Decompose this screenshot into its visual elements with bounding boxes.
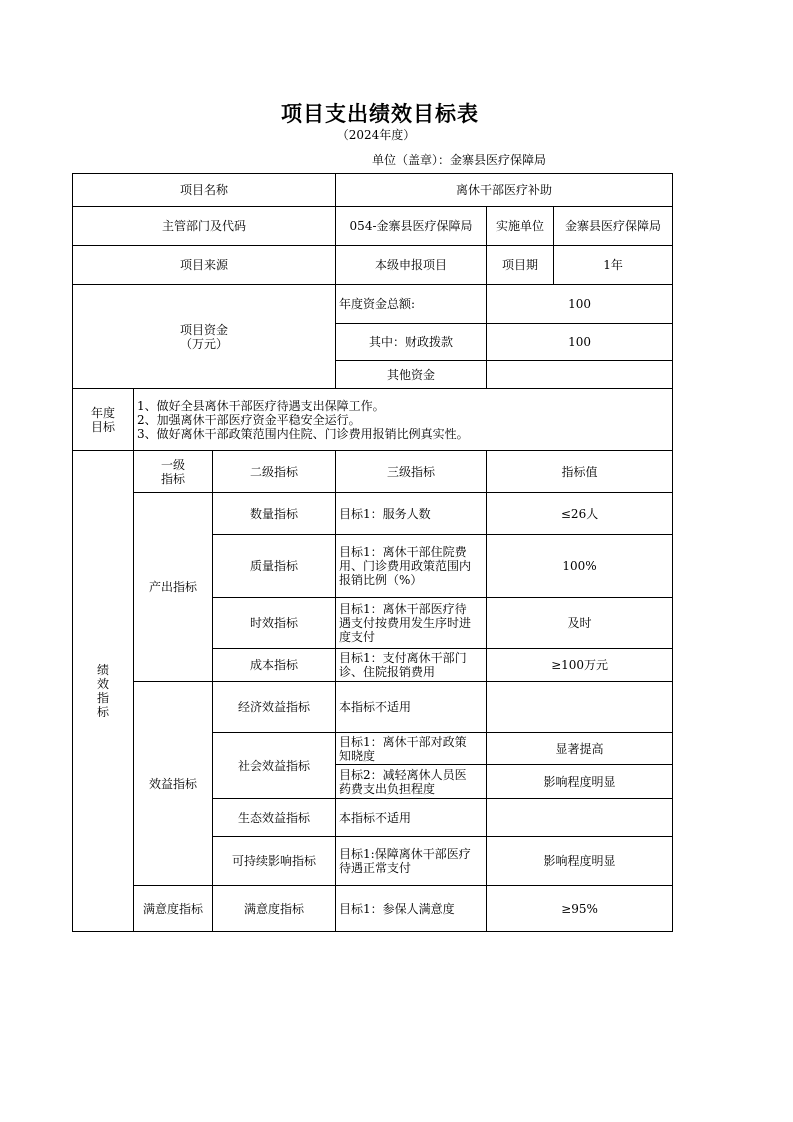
target-line: 度支付 (339, 630, 376, 644)
ecological-target: 本指标不适用 (336, 799, 487, 837)
side-char: 绩 (96, 663, 109, 677)
satisfaction-indicator-label: 满意度指标 (134, 886, 213, 932)
cost-value: ≥100万元 (487, 649, 673, 682)
satisfaction-target: 目标1：参保人满意度 (336, 886, 487, 932)
ecological-value (487, 799, 673, 837)
satisfaction-value: ≥95% (487, 886, 673, 932)
cost-target (336, 649, 487, 682)
side-char: 效 (96, 677, 109, 691)
goal-line: 1、做好全县离休干部医疗待遇支出保障工作。 (137, 398, 385, 413)
social-value-2: 影响程度明显 (487, 765, 673, 799)
period-label: 项目期 (487, 246, 554, 285)
target-line: 知晓度 (339, 748, 376, 763)
timeliness-value: 及时 (487, 598, 673, 649)
annual-goal-text (134, 389, 673, 451)
fund-other-value (487, 361, 673, 389)
social-target-1 (336, 733, 487, 765)
sustainable-label: 可持续影响指标 (213, 837, 336, 886)
economic-label: 经济效益指标 (213, 682, 336, 733)
fund-fiscal-label: 其中：财政拨款 (336, 324, 487, 361)
unit-line (372, 151, 546, 168)
quantity-target: 目标1：服务人数 (336, 493, 487, 535)
annual-goal-label-line2: 目标 (90, 419, 115, 434)
fund-total-label: 年度资金总额: (336, 285, 487, 324)
project-name-label: 项目名称 (73, 174, 336, 207)
row-project-name (73, 174, 673, 207)
header-level1-line2: 指标 (160, 471, 185, 486)
timeliness-target (336, 598, 487, 649)
sustainable-target (336, 837, 487, 886)
target-line: 诊、住院报销费用 (339, 665, 436, 679)
fund-other-label: 其他资金 (336, 361, 487, 389)
unit-label: 单位（盖章）： (372, 153, 451, 167)
target-line: 目标1：支付离休干部门 (339, 651, 467, 665)
header-level1 (134, 451, 213, 493)
source-label: 项目来源 (73, 246, 336, 285)
output-indicator-label: 产出指标 (134, 493, 213, 682)
target-line: 目标1：离休干部住院费 (339, 545, 467, 559)
quantity-value: ≤26人 (487, 493, 673, 535)
impl-unit-value: 金寨县医疗保障局 (554, 207, 673, 246)
row-quantity (73, 493, 673, 535)
target-line: 药费支出负担程度 (339, 781, 436, 796)
fund-fiscal-value: 100 (487, 324, 673, 361)
social-value-1: 显著提高 (487, 733, 673, 765)
period-value: 1年 (554, 246, 673, 285)
row-indicator-header (73, 451, 673, 493)
social-label: 社会效益指标 (213, 733, 336, 799)
header-level2: 二级指标 (213, 451, 336, 493)
report-year: （2024年度） (336, 128, 416, 142)
quality-target (336, 535, 487, 598)
benefit-indicator-label: 效益指标 (134, 682, 213, 886)
ecological-label: 生态效益指标 (213, 799, 336, 837)
target-line: 用、门诊费用政策范围内 (339, 559, 472, 573)
goal-line: 2、加强离休干部医疗资金平稳安全运行。 (137, 412, 361, 427)
fund-label (73, 285, 336, 389)
fund-label-line1: 项目资金 (180, 322, 229, 337)
fund-total-value: 100 (487, 285, 673, 324)
source-value: 本级申报项目 (336, 246, 487, 285)
timeliness-label: 时效指标 (213, 598, 336, 649)
performance-target-table (72, 173, 673, 932)
quality-value: 100% (487, 535, 673, 598)
target-line: 目标1：离休干部医疗待 (339, 602, 467, 616)
row-satisfaction (73, 886, 673, 932)
target-line: 待遇正常支付 (339, 861, 412, 875)
row-source (73, 246, 673, 285)
performance-indicator-side-label (73, 451, 134, 932)
side-char: 指 (96, 691, 109, 705)
side-char: 标 (96, 705, 109, 719)
target-line: 目标2：减轻离休人员医 (339, 767, 467, 782)
page-title: 项目支出绩效目标表 (281, 102, 479, 126)
impl-unit-label: 实施单位 (487, 207, 554, 246)
row-annual-goal (73, 389, 673, 451)
header-level1-line1: 一级 (160, 457, 185, 472)
target-line: 遇支付按费用发生序时进 (339, 616, 472, 630)
goal-line: 3、做好离休干部政策范围内住院、门诊费用报销比例真实性。 (137, 426, 469, 441)
unit-name: 金寨县医疗保障局 (450, 153, 547, 167)
annual-goal-label (73, 389, 134, 451)
target-line: 报销比例（%） (339, 573, 423, 587)
economic-value (487, 682, 673, 733)
social-target-2 (336, 765, 487, 799)
row-fund-total (73, 285, 673, 324)
quality-label: 质量指标 (213, 535, 336, 598)
quantity-label: 数量指标 (213, 493, 336, 535)
header-level3: 三级指标 (336, 451, 487, 493)
cost-label: 成本指标 (213, 649, 336, 682)
target-line: 目标1:保障离休干部医疗 (339, 847, 471, 861)
row-economic (73, 682, 673, 733)
economic-target: 本指标不适用 (336, 682, 487, 733)
annual-goal-label-line1: 年度 (90, 405, 115, 420)
dept-label: 主管部门及代码 (73, 207, 336, 246)
header-value: 指标值 (487, 451, 673, 493)
sustainable-value: 影响程度明显 (487, 837, 673, 886)
target-line: 目标1：离休干部对政策 (339, 734, 467, 749)
row-department (73, 207, 673, 246)
dept-value: 054-金寨县医疗保障局 (336, 207, 487, 246)
project-name-value: 离休干部医疗补助 (336, 174, 673, 207)
fund-label-line2: （万元） (180, 336, 229, 351)
satisfaction-sub-label: 满意度指标 (213, 886, 336, 932)
